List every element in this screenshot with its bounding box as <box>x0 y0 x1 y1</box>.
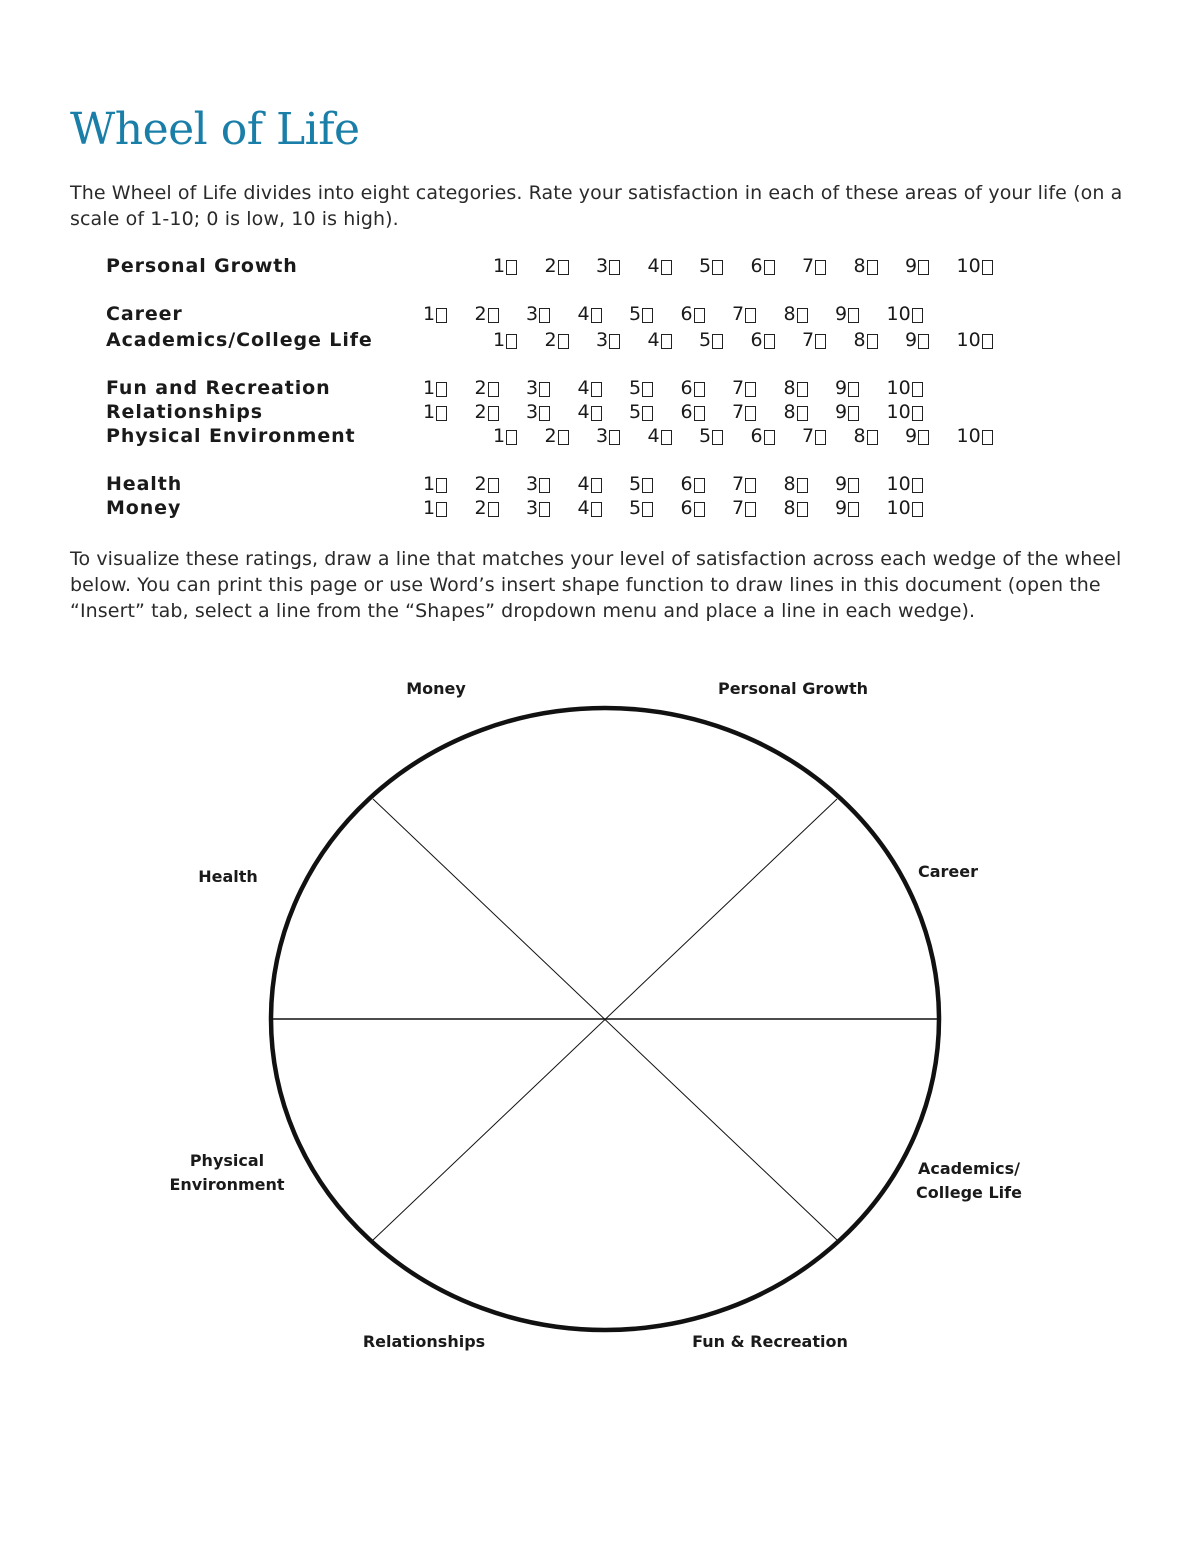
rating-option-number: 4 <box>577 497 590 519</box>
rating-option-number: 5 <box>629 303 642 325</box>
rating-option-number: 8 <box>853 329 866 351</box>
rating-row-label: Physical Environment <box>106 425 356 447</box>
rating-option-number: 1 <box>423 473 436 495</box>
rating-option-number: 5 <box>699 329 712 351</box>
rating-option-number: 5 <box>629 377 642 399</box>
rating-option-number: 9 <box>835 377 848 399</box>
rating-option-number: 10 <box>886 497 911 519</box>
rating-option-number: 2 <box>474 473 487 495</box>
rating-option-number: 7 <box>802 255 815 277</box>
rating-option-number: 7 <box>802 329 815 351</box>
rating-option-number: 1 <box>493 255 506 277</box>
rating-option-number: 2 <box>544 329 557 351</box>
rating-option-number: 5 <box>629 497 642 519</box>
rating-option-number: 8 <box>783 497 796 519</box>
rating-option-number: 2 <box>474 303 487 325</box>
rating-option-number: 2 <box>474 401 487 423</box>
rating-option-number: 3 <box>596 425 609 447</box>
wheel-label-health: Health <box>198 867 258 886</box>
rating-option-number: 2 <box>544 425 557 447</box>
wheel-label-personal-growth: Personal Growth <box>717 679 869 698</box>
rating-option-number: 6 <box>750 425 763 447</box>
rating-option-number: 7 <box>732 303 745 325</box>
wheel-label-relationships: Relationships <box>362 1332 486 1351</box>
rating-option-number: 6 <box>680 473 693 495</box>
rating-option-number: 9 <box>835 401 848 423</box>
rating-option-number: 7 <box>802 425 815 447</box>
rating-option-number: 4 <box>577 303 590 325</box>
rating-option-number: 4 <box>647 425 660 447</box>
rating-option-number: 3 <box>596 329 609 351</box>
rating-option-number: 5 <box>699 425 712 447</box>
rating-option-number: 10 <box>956 329 981 351</box>
rating-option-number: 4 <box>577 473 590 495</box>
rating-row-label: Money <box>106 497 182 519</box>
rating-row-label: Personal Growth <box>106 255 298 277</box>
rating-option-number: 10 <box>956 425 981 447</box>
rating-option-number: 10 <box>956 255 981 277</box>
instructions-paragraph: To visualize these ratings, draw a line that matches your level of satisfaction across each wedge of the wheel below. You can print this page or use Word’s insert shape function to draw lines in this document (open the “Insert” tab, select a line from the “Shapes” dropdown menu and place a line in each wedge). <box>70 548 1122 622</box>
rating-option-number: 6 <box>680 303 693 325</box>
rating-option-number: 8 <box>853 255 866 277</box>
rating-option-number: 5 <box>629 473 642 495</box>
rating-option-number: 10 <box>886 303 911 325</box>
rating-option-number: 7 <box>732 401 745 423</box>
rating-option-number: 3 <box>596 255 609 277</box>
rating-option-number: 10 <box>886 377 911 399</box>
rating-option-number: 2 <box>474 497 487 519</box>
rating-option-number: 1 <box>493 425 506 447</box>
wheel-label-academics: Academics/ <box>918 1159 1020 1178</box>
rating-option-number: 1 <box>423 377 436 399</box>
rating-option-number: 1 <box>493 329 506 351</box>
rating-option-number: 8 <box>783 401 796 423</box>
rating-option-number: 7 <box>732 377 745 399</box>
rating-option-number: 5 <box>699 255 712 277</box>
rating-option-number: 7 <box>732 497 745 519</box>
rating-option-number: 8 <box>853 425 866 447</box>
rating-option-number: 9 <box>905 255 918 277</box>
rating-option-number: 4 <box>647 329 660 351</box>
rating-row-label: Relationships <box>106 401 263 423</box>
rating-option-number: 1 <box>423 401 436 423</box>
rating-option-number: 5 <box>629 401 642 423</box>
rating-option-number: 10 <box>886 401 911 423</box>
rating-option-number: 1 <box>423 497 436 519</box>
rating-row-label: Health <box>106 473 183 495</box>
wheel-label-physical: Physical <box>189 1151 265 1170</box>
rating-option-number: 4 <box>577 377 590 399</box>
rating-option-number: 2 <box>544 255 557 277</box>
rating-option-number: 9 <box>835 303 848 325</box>
rating-option-number: 9 <box>835 497 848 519</box>
wheel-label-college-life: College Life <box>916 1183 1022 1202</box>
wheel-label-career: Career <box>917 862 979 881</box>
rating-option-number: 9 <box>905 329 918 351</box>
rating-option-number: 3 <box>526 377 539 399</box>
rating-row-label: Academics/College Life <box>106 329 373 351</box>
wheel-label-fun-recreation: Fun & Recreation <box>692 1332 848 1351</box>
rating-option-number: 8 <box>783 303 796 325</box>
rating-option-number: 3 <box>526 303 539 325</box>
rating-option-number: 6 <box>680 401 693 423</box>
rating-option-number: 7 <box>732 473 745 495</box>
rating-option-number: 3 <box>526 497 539 519</box>
rating-row-label: Career <box>106 303 183 325</box>
intro-paragraph: The Wheel of Life divides into eight categories. Rate your satisfaction in each of these areas of your life (on a scale of 1-10; 0 is low, 10 is high). <box>70 182 1123 230</box>
rating-option-number: 1 <box>423 303 436 325</box>
rating-option-number: 10 <box>886 473 911 495</box>
rating-option-number: 6 <box>750 255 763 277</box>
rating-option-number: 8 <box>783 377 796 399</box>
wheel-label-money: Money <box>406 679 466 698</box>
rating-row-label: Fun and Recreation <box>106 377 331 399</box>
rating-option-number: 2 <box>474 377 487 399</box>
rating-option-number: 6 <box>750 329 763 351</box>
rating-option-number: 3 <box>526 401 539 423</box>
rating-option-number: 9 <box>905 425 918 447</box>
rating-option-number: 4 <box>577 401 590 423</box>
wheel-label-environment: Environment <box>169 1175 285 1194</box>
rating-option-number: 6 <box>680 497 693 519</box>
rating-option-number: 4 <box>647 255 660 277</box>
page-title: Wheel of Life <box>70 104 360 155</box>
rating-option-number: 9 <box>835 473 848 495</box>
rating-option-number: 6 <box>680 377 693 399</box>
rating-option-number: 8 <box>783 473 796 495</box>
rating-option-number: 3 <box>526 473 539 495</box>
